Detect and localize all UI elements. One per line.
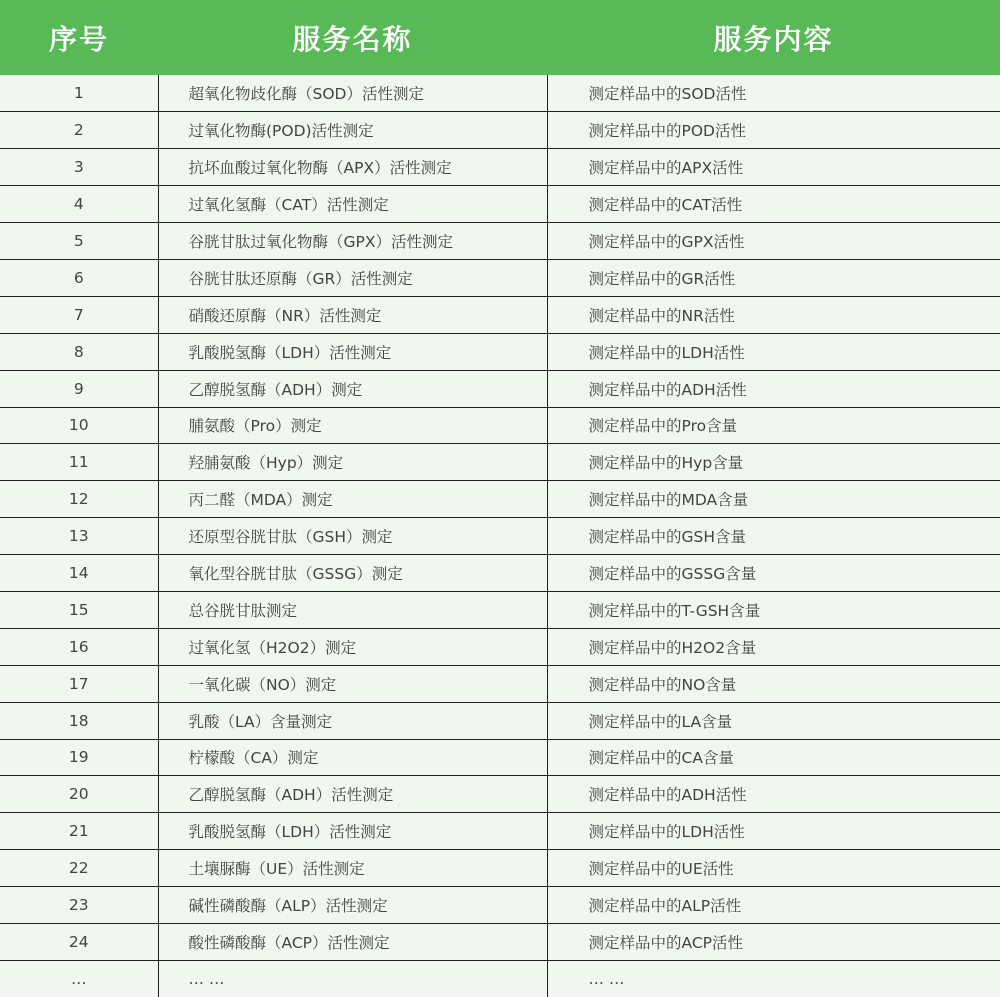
row-service-name: 碱性磷酸酶（ALP）活性测定 [158,887,547,924]
row-service-content: 测定样品中的LA含量 [547,702,1000,739]
row-service-name: 乙醇脱氢酶（ADH）测定 [158,370,547,407]
table-row [0,813,1000,850]
row-service-content: 测定样品中的ADH活性 [547,776,1000,813]
row-service-name: 过氧化物酶(POD)活性测定 [158,112,547,149]
row-service-name: 总谷胱甘肽测定 [158,591,547,628]
row-service-name: 酸性磷酸酶（ACP）活性测定 [158,923,547,960]
row-index: 13 [0,518,158,555]
table-row [0,887,1000,924]
row-service-name: 脯氨酸（Pro）测定 [158,407,547,444]
row-service-name: 过氧化氢（H2O2）测定 [158,628,547,665]
row-service-name: 氧化型谷胱甘肽（GSSG）测定 [158,555,547,592]
row-service-name: 丙二醛（MDA）测定 [158,481,547,518]
row-service-name: 还原型谷胱甘肽（GSH）测定 [158,518,547,555]
row-index: 10 [0,407,158,444]
row-service-name: 谷胱甘肽过氧化物酶（GPX）活性测定 [158,223,547,260]
table-row [0,518,1000,555]
row-service-content: 测定样品中的H2O2含量 [547,628,1000,665]
row-service-content: 测定样品中的POD活性 [547,112,1000,149]
table-header [0,0,1000,75]
row-index: 21 [0,813,158,850]
row-index: 23 [0,887,158,924]
table-row [0,149,1000,186]
row-index: 7 [0,296,158,333]
table-row [0,407,1000,444]
row-service-content: 测定样品中的GPX活性 [547,223,1000,260]
header-service-name: 服务名称 [292,22,413,56]
row-service-name: 土壤脲酶（UE）活性测定 [158,850,547,887]
row-service-name: 硝酸还原酶（NR）活性测定 [158,296,547,333]
row-service-content: 测定样品中的MDA含量 [547,481,1000,518]
row-service-content: 测定样品中的NR活性 [547,296,1000,333]
row-service-content: 测定样品中的SOD活性 [547,75,1000,112]
table-row [0,702,1000,739]
row-index: 6 [0,259,158,296]
table-row [0,223,1000,260]
row-index: 11 [0,444,158,481]
table-row [0,628,1000,665]
table-row [0,665,1000,702]
row-service-name: 谷胱甘肽还原酶（GR）活性测定 [158,259,547,296]
table-row [0,444,1000,481]
row-service-content: 测定样品中的GSH含量 [547,518,1000,555]
table-row [0,186,1000,223]
row-index: 2 [0,112,158,149]
row-service-content: 测定样品中的APX活性 [547,149,1000,186]
row-service-name: 柠檬酸（CA）测定 [158,739,547,776]
row-index: 9 [0,370,158,407]
row-index: … [0,960,158,997]
row-service-content: 测定样品中的Hyp含量 [547,444,1000,481]
table-row [0,75,1000,112]
row-index: 22 [0,850,158,887]
row-service-content: 测定样品中的NO含量 [547,665,1000,702]
table-row [0,333,1000,370]
table-row [0,112,1000,149]
table-row [0,259,1000,296]
row-index: 16 [0,628,158,665]
row-index: 4 [0,186,158,223]
row-service-content: 测定样品中的Pro含量 [547,407,1000,444]
row-index: 8 [0,333,158,370]
row-service-name: 乙醇脱氢酶（ADH）活性测定 [158,776,547,813]
table-row [0,923,1000,960]
table-body [0,75,1000,997]
row-service-name: 抗坏血酸过氧化物酶（APX）活性测定 [158,149,547,186]
row-index: 14 [0,555,158,592]
row-service-content: 测定样品中的ALP活性 [547,887,1000,924]
row-service-name: 乳酸（LA）含量测定 [158,702,547,739]
row-index: 24 [0,923,158,960]
row-service-name: 超氧化物歧化酶（SOD）活性测定 [158,75,547,112]
row-service-content: 测定样品中的UE活性 [547,850,1000,887]
row-service-content: 测定样品中的GR活性 [547,259,1000,296]
row-service-content: 测定样品中的CA含量 [547,739,1000,776]
row-index: 19 [0,739,158,776]
row-service-content: 测定样品中的LDH活性 [547,333,1000,370]
row-index: 12 [0,481,158,518]
table-row [0,555,1000,592]
row-service-content: 测定样品中的ACP活性 [547,923,1000,960]
row-index: 3 [0,149,158,186]
row-service-name: 乳酸脱氢酶（LDH）活性测定 [158,813,547,850]
row-index: 1 [0,75,158,112]
table-row [0,776,1000,813]
table-row [0,370,1000,407]
row-service-content: 测定样品中的CAT活性 [547,186,1000,223]
row-index: 15 [0,591,158,628]
row-service-name: 过氧化氢酶（CAT）活性测定 [158,186,547,223]
table-row [0,591,1000,628]
table-row [0,481,1000,518]
row-index: 18 [0,702,158,739]
row-service-content: 测定样品中的GSSG含量 [547,555,1000,592]
row-service-content: 测定样品中的ADH活性 [547,370,1000,407]
header-service-content: 服务内容 [713,22,834,56]
table-row [0,850,1000,887]
row-service-name: … … [158,960,547,997]
row-service-name: 一氧化碳（NO）测定 [158,665,547,702]
table-row [0,296,1000,333]
row-index: 20 [0,776,158,813]
row-service-name: 羟脯氨酸（Hyp）测定 [158,444,547,481]
table-row [0,739,1000,776]
row-index: 17 [0,665,158,702]
header-index: 序号 [48,22,109,56]
row-service-content: 测定样品中的LDH活性 [547,813,1000,850]
row-index: 5 [0,223,158,260]
row-service-content: 测定样品中的T-GSH含量 [547,591,1000,628]
row-service-content: … … [588,970,625,989]
row-service-name: 乳酸脱氢酶（LDH）活性测定 [158,333,547,370]
